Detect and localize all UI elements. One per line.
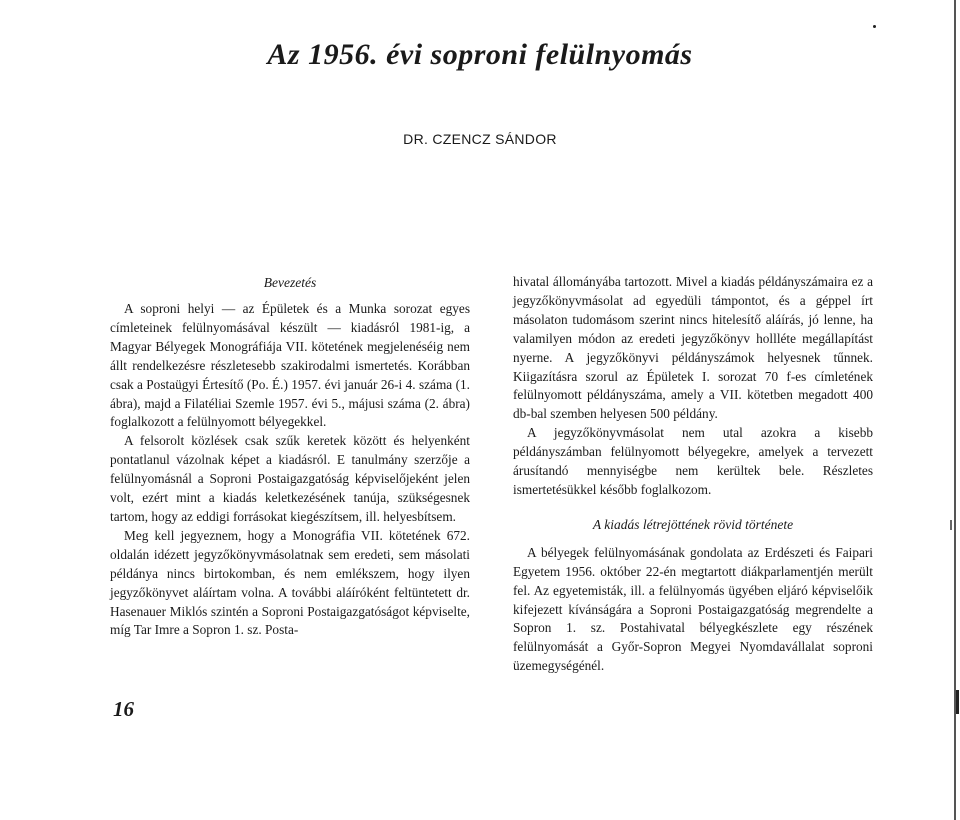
article-title: Az 1956. évi soproni felülnyomás [267,38,693,71]
page-number: 16 [113,697,134,721]
scan-mark [950,520,952,530]
paragraph: A jegyzőkönyvmásolat nem utal azokra a kisebb példányszámban felülnyomott bélyegekre, amelyek a tervezett árusítandó mennyiségbe nem kerültek bele. Részletes ismertetésükkel később foglalkozom. [513,425,873,497]
author-name: DR. CZENCZ SÁNDOR [403,131,557,147]
paragraph: A soproni helyi — az Épületek és a Munka sorozat egyes címleteinek felülnyomásával készült — kiadásról 1981-ig, a Magyar Bélyegek Monográfiája VII. kötetének megjelenéséig nem állt rendelkezésre részletesebb szakirodalmi ismertetés. Korábban csak a Postaügyi Értesítő (Po. É.) 1957. évi január 26-i 4. száma (1. ábra), majd a Filatéliai Szemle 1957. évi 5., májusi száma (2. ábra) foglalkozott a felülnyomott bélyegekkel. [110,301,470,430]
paragraph: Meg kell jegyeznem, hogy a Monográfia VII. kötetének 672. oldalán idézett jegyzőkönyvmásolatnak sem eredeti, sem másolati példánya nincs birtokomban, és nem emlékszem, hogy ilyen jegyzőkönyvet aláírtam volna. A további aláíróként feltüntetett dr. Hasenauer Miklós szintén a Soproni Postaigazgatóságot képviselte, míg Tar Imre a Sopron 1. sz. Posta- [110,527,470,638]
left-column [110,275,470,640]
scan-speck [873,25,876,28]
scan-mark [956,690,959,714]
section-heading-history: A kiadás létrejöttének rövid története [592,516,794,532]
paragraph: A bélyegek felülnyomásának gondolata az Erdészeti és Faipari Egyetem 1956. október 22-én megtartott diákparlamentjén merült fel. Az egyetemisták, ill. a felülnyomás ügyében eljáró képviselőik kifejezett kívánságára a Soproni Postaigazgatóság megrendelte a Sopron 1. sz. Postahivatal bélyegkészlete egy részének felülnyomását a Győr-Sopron Megyei Nyomdavállalat soproni üzemegységénél. [513,544,873,674]
paragraph: A felsorolt közlések csak szűk keretek között és helyenként pontatlanul vázolnak képet a kiadásról. E tanulmány szerzője a felülnyomásnál a Soproni Postaigazgatóság képviselőjeként jelen volt, ezért mint a kiadás keletkezésének tanúja, szükségesnek tartom, hogy az eddigi forrásokat kiegészítsem, ill. helyesbítsem. [110,433,470,524]
right-column [513,273,873,676]
section-heading-introduction: Bevezetés [263,275,317,290]
paragraph-continued: hivatal állományába tartozott. Mivel a kiadás példányszámaira ez a jegyzőkönyvmásolat ad egyedüli támpontot, és a géppel írt másolaton tudomásom szerint nincs hitelesítő aláírás, jó lenne, ha valamilyen módon az eredeti jegyzőkönyv hollléte megállapítást nyerne. A jegyzőkönyvi példányszámok helyesnek tűnnek. Kiigazításra szorul az Épületek I. sorozat 70 f-es címletének felülnyomott példányszáma, amely a VII. kötetben megadott 400 db-bal szemben helyesen 500 példány. [513,274,873,422]
